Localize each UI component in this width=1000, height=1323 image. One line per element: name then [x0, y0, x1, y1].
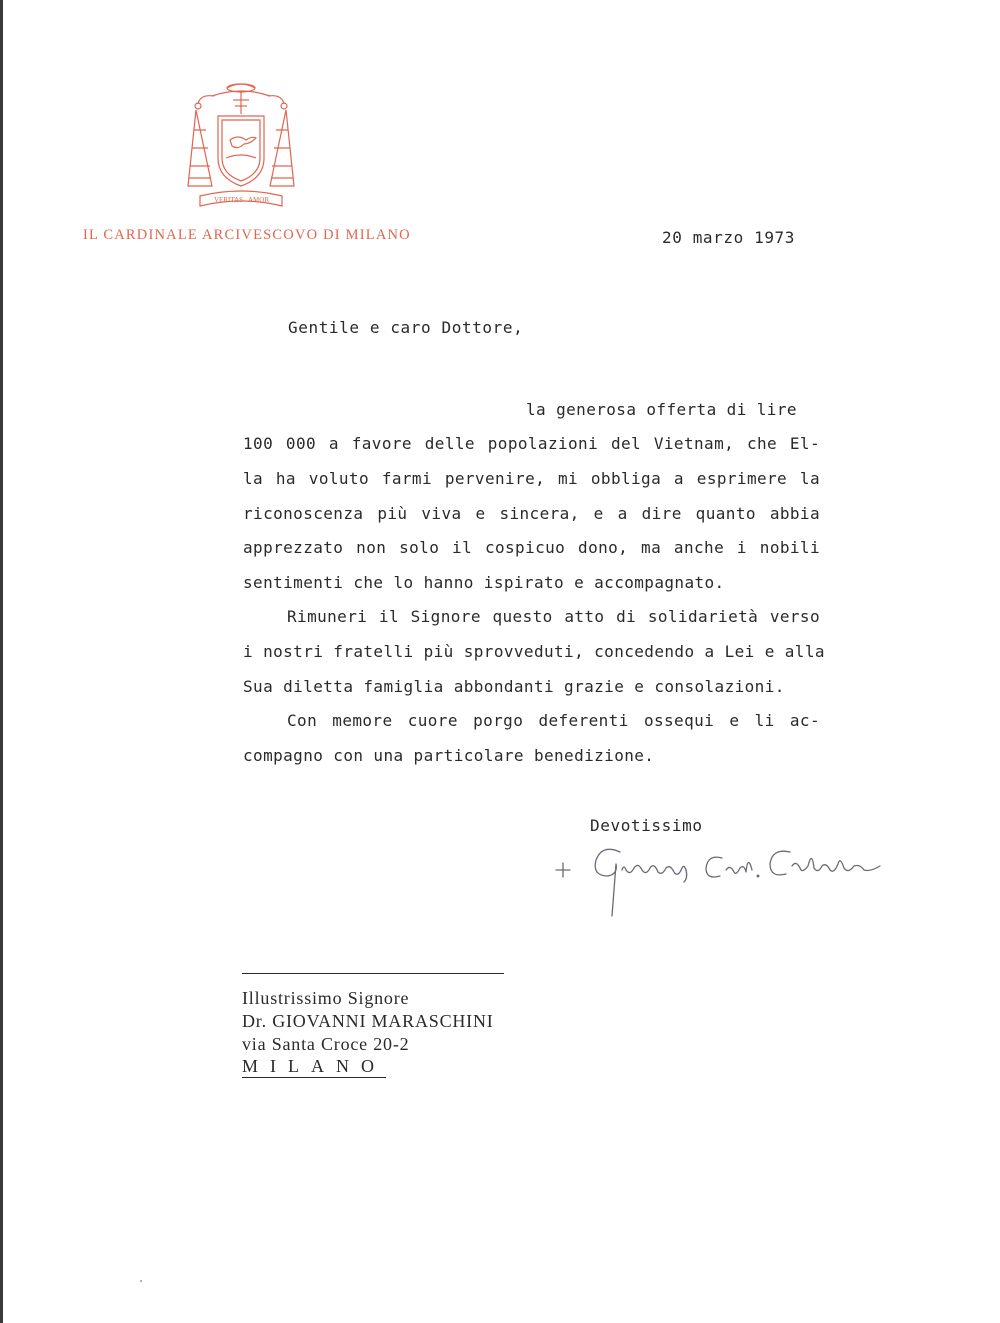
paper-speck — [140, 1280, 142, 1282]
motto-right: AMOR — [248, 196, 270, 204]
body-line: sentimenti che lo hanno ispirato e accompagnato. — [243, 573, 725, 592]
body-line: apprezzato non solo il cospicuo dono, ma anche i nobili — [243, 538, 820, 557]
recipient-name: Dr. GIOVANNI MARASCHINI — [242, 1011, 494, 1031]
recipient-honorific: Illustrissimo Signore — [242, 988, 410, 1008]
motto-left: VERITAS — [214, 196, 243, 204]
page-edge — [0, 0, 3, 1323]
body-line: riconoscenza più viva e sincera, e a dire quanto abbia — [243, 504, 820, 523]
body-line: 100 000 a favore delle popolazioni del Vietnam, che El- — [243, 434, 820, 453]
salutation: Gentile e caro Dottore, — [288, 318, 524, 337]
letterhead-title: IL CARDINALE ARCIVESCOVO DI MILANO — [83, 227, 411, 243]
handwritten-signature — [550, 836, 890, 926]
body-line: Rimuneri il Signore questo atto di solidarietà verso — [287, 607, 820, 626]
body-line: Sua diletta famiglia abbondanti grazie e consolazioni. — [243, 677, 785, 696]
body-line: compagno con una particolare benedizione. — [243, 746, 655, 765]
body-line: la generosa offerta di lire — [526, 400, 797, 419]
address-separator-rule — [242, 973, 504, 974]
body-line: la ha voluto farmi pervenire, mi obbliga a esprimere la — [243, 469, 820, 488]
cardinal-coat-of-arms — [186, 78, 296, 216]
closing: Devotissimo — [590, 816, 703, 835]
body-line: Con memore cuore porgo deferenti ossequi e li ac- — [287, 711, 820, 730]
recipient-city-row — [242, 1056, 386, 1077]
body-line: i nostri fratelli più sprovveduti, concedendo a Lei e alla — [243, 642, 825, 661]
recipient-street: via Santa Croce 20-2 — [242, 1034, 410, 1054]
letter-date: 20 marzo 1973 — [662, 228, 796, 247]
recipient-city: MILANO — [242, 1056, 386, 1076]
